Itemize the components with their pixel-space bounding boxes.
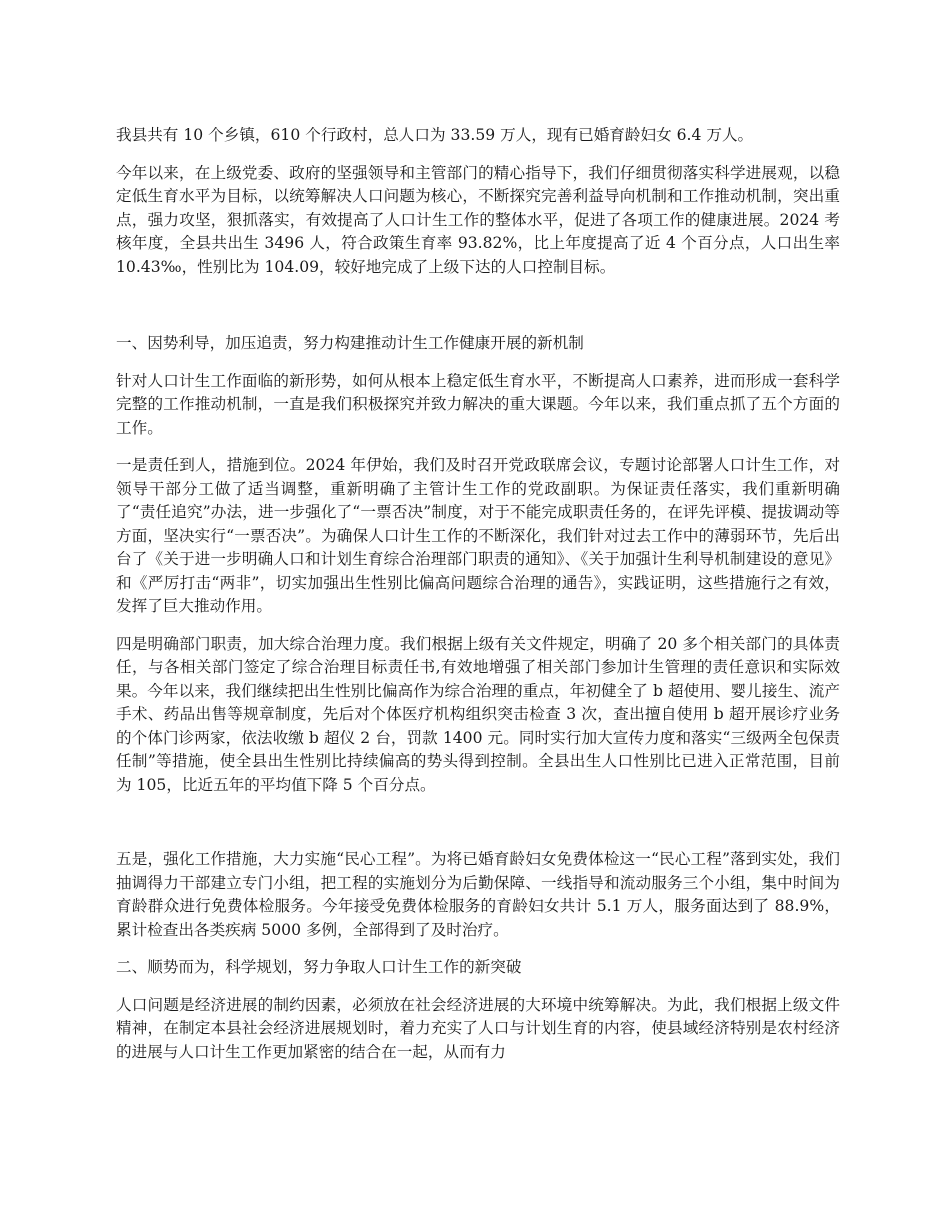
section-heading-2: 二、顺势而为，科学规划，努力争取人口计生工作的新突破 — [116, 958, 522, 976]
paragraph-department-duties: 四是明确部门职责，加大综合治理力度。我们根据上级有关文件规定，明确了 20 多个相关部门的具体责任，与各相关部门签定了综合治理目标责任书,有效地增强了相关部门参加计生管理的责任意识和实际效果。今年以来，我们继续把出生性别比偏高作为综合治理的重点，年初健全了 b 超使用、婴儿接生、流产手术、药品出售等规章制度，先后对个体医疗机构组织突击检查 3 次，查出擅自使用 b 超开展诊疗业务的个体门诊两家，依法收缴 b 超仪 2 台，罚款 1400 元。同时实行加大宣传力度和落实“三级两全包保责任制”等措施，使全县出生性别比持续偏高的势头得到控制。全县出生人口性别比已进入正常范围，目前为 105，比近五年的平均值下降 5 个百分点。 — [116, 634, 840, 794]
document-body — [116, 124, 840, 1078]
paragraph-section2-intro: 人口问题是经济进展的制约因素，必须放在社会经济进展的大环境中统筹解决。为此，我们根据上级文件精神，在制定本县社会经济进展规划时，着力充实了人口与计划生育的内容，使县域经济特别是农村经济的进展与人口计生工作更加紧密的结合在一起，从而有力 — [116, 995, 840, 1061]
paragraph-people-project: 五是，强化工作措施，大力实施“民心工程”。为将已婚育龄妇女免费体检这一“民心工程”落到实处，我们抽调得力干部建立专门小组，把工程的实施划分为后勤保障、一线指导和流动服务三个小组，集中时间为育龄群众进行免费体检服务。今年接受免费体检服务的育龄妇女共计 5.1 万人，服务面达到了 88.9%，累计检查出各类疾病 5000 多例，全部得到了及时治疗。 — [116, 850, 840, 939]
section-spacer — [116, 811, 840, 848]
paragraph-annual-summary: 今年以来，在上级党委、政府的坚强领导和主管部门的精心指导下，我们仔细贯彻落实科学进展观，以稳定低生育水平为目标，以统筹解决人口问题为核心，不断探究完善利益导向机制和工作推动机制，突出重点，强力攻坚，狠抓落实，有效提高了人口计生工作的整体水平，促进了各项工作的健康进展。2024 考核年度，全县共出生 3496 人，符合政策生育率 93.82%，比上年度提高了近 4 个百分点，人口出生率 10.43‰，性别比为 104.09，较好地完成了上级下达的人口控制目标。 — [116, 163, 840, 276]
paragraph-population-overview: 我县共有 10 个乡镇，610 个行政村，总人口为 33.59 万人，现有已婚育龄妇女 6.4 万人。 — [116, 126, 754, 144]
paragraph-section1-intro: 针对人口计生工作面临的新形势，如何从根本上稳定低生育水平，不断提高人口素养，进而形成一套科学完整的工作推动机制，一直是我们积极探究并致力解决的重大课题。今年以来，我们重点抓了五个方面的工作。 — [116, 371, 840, 437]
section-spacer — [116, 293, 840, 332]
section-heading-1: 一、因势利导，加压追责，努力构建推动计生工作健康开展的新机制 — [116, 334, 584, 352]
paragraph-responsibility: 一是责任到人，措施到位。2024 年伊始，我们及时召开党政联席会议，专题讨论部署人口计生工作，对领导干部分工做了适当调整，重新明确了主管计生工作的党政副职。为保证责任落实，我们重新明确了“责任追究”办法，进一步强化了“一票否决”制度，对于不能完成职责任务的，在评先评模、提拔调动等方面，坚决实行“一票否决”。为确保人口计生工作的不断深化，我们针对过去工作中的薄弱环节，先后出台了《关于进一步明确人口和计划生育综合治理部门职责的通知》、《关于加强计生利导机制建设的意见》和《严厉打击“两非”，切实加强出生性别比偏高问题综合治理的通告》，实践证明，这些措施行之有效，发挥了巨大推动作用。 — [116, 456, 840, 615]
